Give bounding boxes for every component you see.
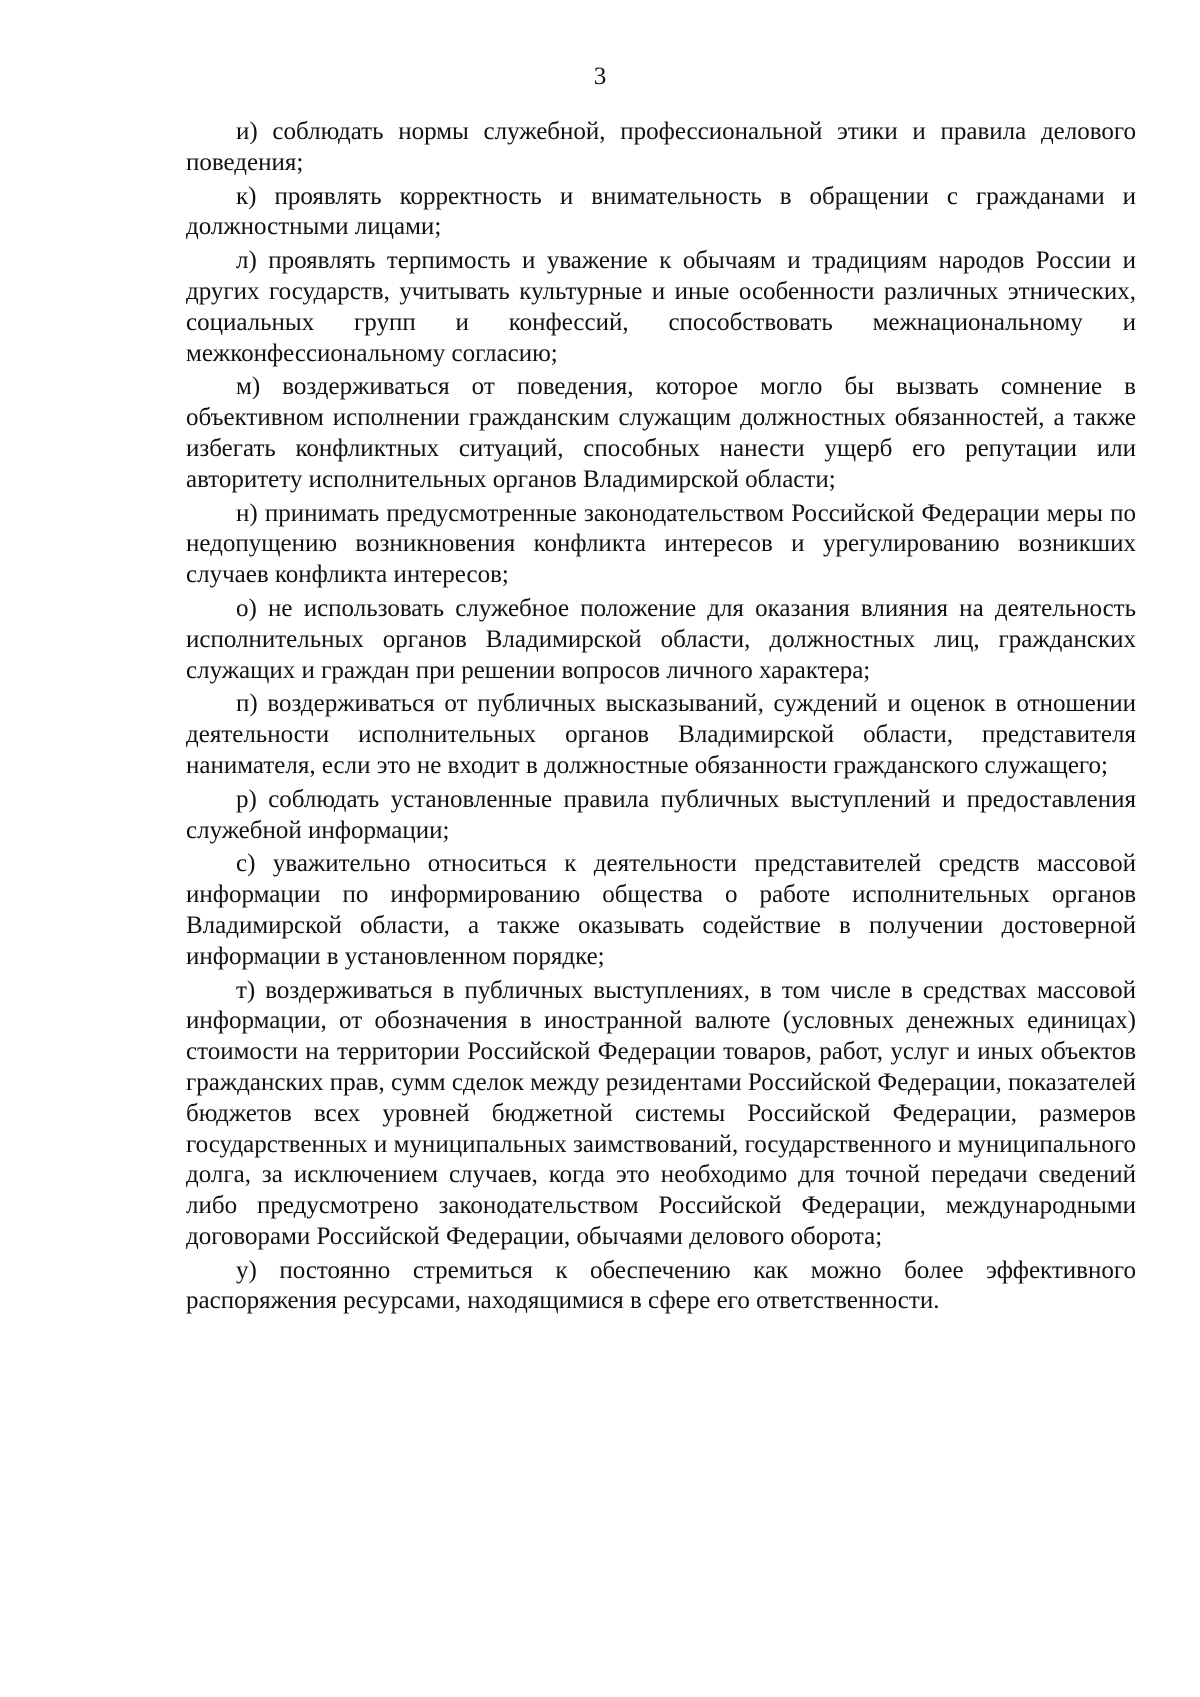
paragraph-n: н) принимать предусмотренные законодательством Российской Федерации меры по недопущению возникновения конфликта интересов и урегулированию возникших случаев конфликта интересов;: [186, 499, 1136, 589]
paragraph-k: к) проявлять корректность и внимательность в обращении с гражданами и должностными лицами;: [186, 182, 1136, 241]
paragraph-t: т) воздерживаться в публичных выступлениях, в том числе в средствах массовой информации, от обозначения в иностранной валюте (условных денежных единицах) стоимости на территории Российской Федерации товаров, работ, услуг и иных объектов гражданских прав, сумм сделок между резидентами Российской Федерации, показателей бюджетов всех уровней бюджетной системы Российской Федерации, размеров государственных и муниципальных заимствований, государственного и муниципального долга, за исключением случаев, когда это необходимо для точной передачи сведений либо предусмотрено законодательством Российской Федерации, международными договорами Российской Федерации, обычаями делового оборота;: [186, 976, 1136, 1250]
paragraph-l: л) проявлять терпимость и уважение к обычаям и традициям народов России и других государств, учитывать культурные и иные особенности различных этнических, социальных групп и конфессий, способствовать межнациональному и межконфессиональному согласию;: [186, 247, 1136, 367]
paragraph-u: у) постоянно стремиться к обеспечению как можно более эффективного распоряжения ресурсами, находящимися в сфере его ответственности.: [186, 1256, 1136, 1315]
paragraph-m: м) воздерживаться от поведения, которое могло бы вызвать сомнение в объективном исполнении гражданским служащим должностных обязанностей, а также избегать конфликтных ситуаций, способных нанести ущерб его репутации или авторитету исполнительных органов Владимирской области;: [186, 373, 1136, 493]
document-body: [186, 117, 1136, 1320]
paragraph-p: п) воздерживаться от публичных высказываний, суждений и оценок в отношении деятельности исполнительных органов Владимирской области, представителя нанимателя, если это не входит в должностные обязанности гражданского служащего;: [186, 690, 1136, 779]
paragraph-o: о) не использовать служебное положение для оказания влияния на деятельность исполнительных органов Владимирской области, должностных лиц, гражданских служащих и граждан при решении вопросов личного характера;: [186, 594, 1136, 684]
paragraph-i: и) соблюдать нормы служебной, профессиональной этики и правила делового поведения;: [186, 118, 1136, 176]
paragraph-s: с) уважительно относиться к деятельности представителей средств массовой информации по информированию общества о работе исполнительных органов Владимирской области, а также оказывать содействие в получении достоверной информации в установленном порядке;: [186, 850, 1136, 970]
page-number: 3: [593, 63, 607, 90]
paragraph-r: р) соблюдать установленные правила публичных выступлений и предоставления служебной информации;: [186, 785, 1136, 844]
